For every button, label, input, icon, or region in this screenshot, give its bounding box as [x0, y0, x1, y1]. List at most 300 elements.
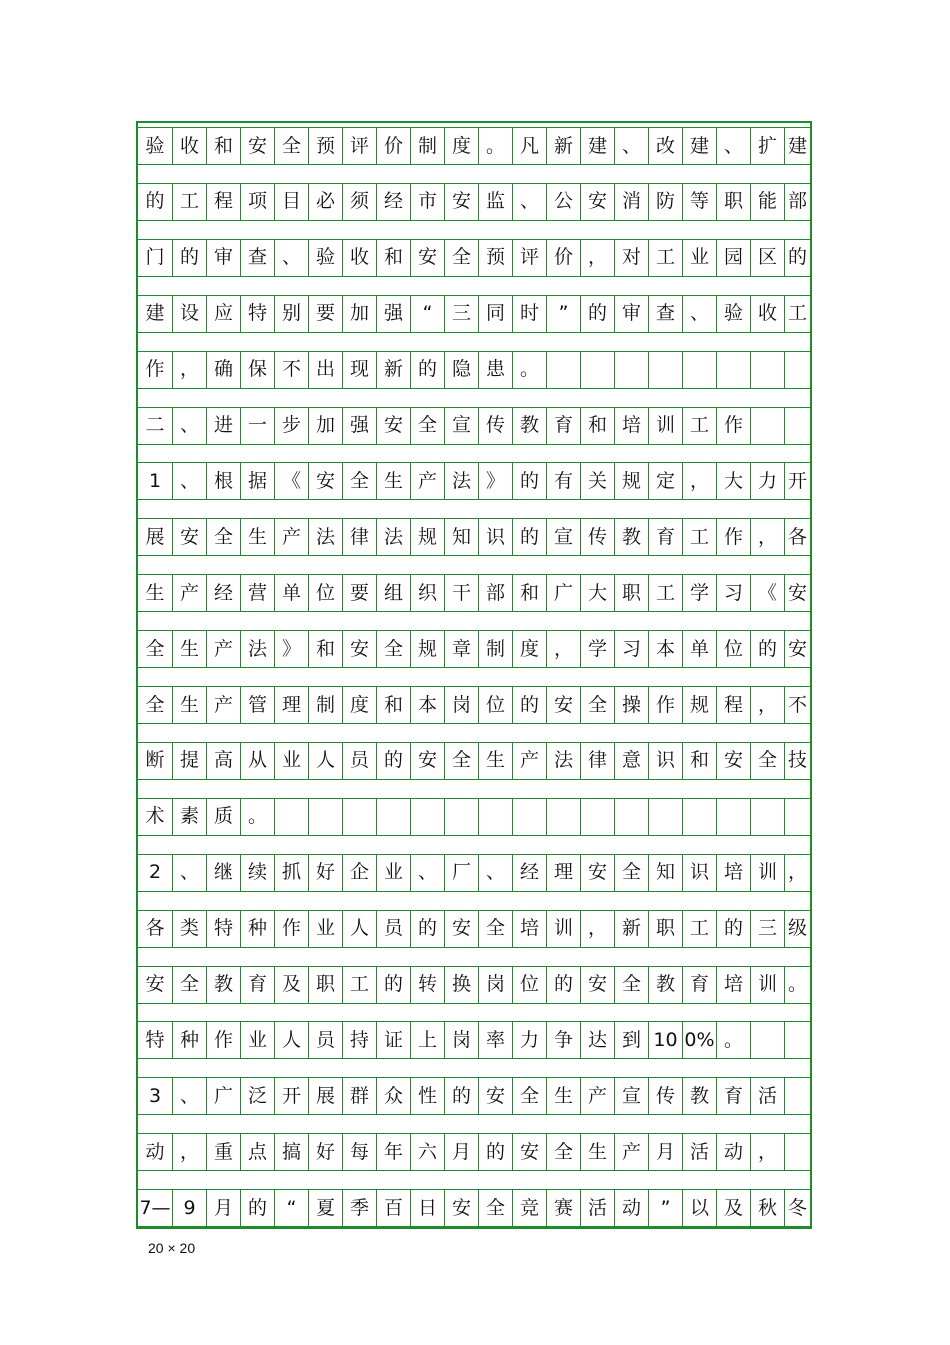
grid-row	[138, 1133, 810, 1171]
grid-cell: 识	[682, 854, 716, 892]
grid-cell: 冬	[784, 1189, 810, 1227]
grid-cell: 断	[138, 742, 172, 780]
grid-cell: 0%	[682, 1021, 716, 1059]
grid-cell: 和	[682, 742, 716, 780]
grid-cell: 育	[648, 518, 682, 556]
grid-cell: 种	[240, 910, 274, 948]
grid-cell: 达	[580, 1021, 614, 1059]
grid-cell: 。	[478, 127, 512, 165]
grid-cell: 训	[648, 407, 682, 445]
grid-cell: 全	[444, 742, 478, 780]
grid-cell: 特	[206, 910, 240, 948]
grid-cell: 全	[206, 518, 240, 556]
grid-cell	[750, 407, 784, 445]
grid-cell	[784, 798, 810, 836]
grid-cell	[682, 351, 716, 389]
grid-cell: 育	[546, 407, 580, 445]
grid-cell: 高	[206, 742, 240, 780]
grid-cell: 争	[546, 1021, 580, 1059]
grid-row	[138, 910, 810, 948]
grid-cell: 理	[274, 686, 308, 724]
grid-cell: 。	[716, 1021, 750, 1059]
grid-cell: 本	[648, 630, 682, 668]
grid-cell: 动	[614, 1189, 648, 1227]
grid-cell: 。	[512, 351, 546, 389]
grid-cell: 从	[240, 742, 274, 780]
grid-cell: 传	[478, 407, 512, 445]
grid-cell: 全	[580, 686, 614, 724]
grid-cell: 安	[410, 742, 444, 780]
grid-cell: 建	[138, 295, 172, 333]
grid-cell	[784, 407, 810, 445]
grid-cell: 消	[614, 183, 648, 221]
grid-cell: 季	[342, 1189, 376, 1227]
grid-cell: 月	[648, 1133, 682, 1171]
grid-cell: 作	[716, 407, 750, 445]
grid-cell: 产	[410, 462, 444, 500]
grid-cell: 技	[784, 742, 810, 780]
grid-cell: 全	[750, 742, 784, 780]
grid-cell: 全	[512, 1077, 546, 1115]
grid-cell: 生	[172, 686, 206, 724]
grid-cell: 要	[308, 295, 342, 333]
grid-cell: 育	[716, 1077, 750, 1115]
grid-cell: 习	[614, 630, 648, 668]
grid-cell: 。	[240, 798, 274, 836]
grid-cell: 律	[580, 742, 614, 780]
grid-cell: 安	[410, 239, 444, 277]
grid-cell: 的	[580, 295, 614, 333]
grid-cell: 培	[614, 407, 648, 445]
grid-cell: 提	[172, 742, 206, 780]
grid-cell: 换	[444, 966, 478, 1004]
grid-cell: 训	[750, 854, 784, 892]
grid-cell: 证	[376, 1021, 410, 1059]
grid-cell: 防	[648, 183, 682, 221]
grid-cell: 重	[206, 1133, 240, 1171]
grid-cell: 安	[444, 910, 478, 948]
grid-cell: 强	[376, 295, 410, 333]
grid-cell: 企	[342, 854, 376, 892]
grid-cell	[716, 351, 750, 389]
grid-cell: 应	[206, 295, 240, 333]
grid-cell: 全	[138, 630, 172, 668]
grid-cell: 、	[172, 1077, 206, 1115]
grid-cell: 营	[240, 574, 274, 612]
grid-cell: 》	[274, 630, 308, 668]
grid-cell: 全	[342, 462, 376, 500]
grid-cell: 培	[716, 966, 750, 1004]
grid-cell: 法	[240, 630, 274, 668]
grid-cell	[580, 798, 614, 836]
grid-cell: 安	[478, 1077, 512, 1115]
grid-cell: 培	[716, 854, 750, 892]
grid-cell: 和	[512, 574, 546, 612]
grid-cell: “	[274, 1189, 308, 1227]
grid-cell: 岗	[444, 686, 478, 724]
grid-cell: 操	[614, 686, 648, 724]
grid-cell: 大	[580, 574, 614, 612]
grid-row	[138, 574, 810, 612]
grid-cell: 传	[648, 1077, 682, 1115]
grid-cell: 单	[682, 630, 716, 668]
grid-cell: 职	[648, 910, 682, 948]
grid-cell: 、	[274, 239, 308, 277]
grid-cell: 关	[580, 462, 614, 500]
grid-cell: 全	[546, 1133, 580, 1171]
grid-cell: 项	[240, 183, 274, 221]
grid-cell: 各	[138, 910, 172, 948]
grid-cell: 查	[648, 295, 682, 333]
grid-cell: 预	[308, 127, 342, 165]
grid-size-label: 20 × 20	[148, 1240, 196, 1256]
grid-cell: 全	[172, 966, 206, 1004]
grid-cell: 人	[342, 910, 376, 948]
grid-cell: 育	[240, 966, 274, 1004]
grid-cell: 新	[614, 910, 648, 948]
grid-cell: 据	[240, 462, 274, 500]
grid-cell	[614, 351, 648, 389]
grid-row	[138, 295, 810, 333]
grid-cell: ，	[750, 686, 784, 724]
grid-cell: ，	[750, 518, 784, 556]
grid-cell	[546, 798, 580, 836]
grid-cell: 进	[206, 407, 240, 445]
grid-cell: 查	[240, 239, 274, 277]
grid-cell: 训	[546, 910, 580, 948]
grid-cell: 力	[512, 1021, 546, 1059]
grid-cell: 定	[648, 462, 682, 500]
grid-cell: 质	[206, 798, 240, 836]
grid-cell: 的	[376, 742, 410, 780]
grid-cell: 生	[240, 518, 274, 556]
grid-cell: ，	[682, 462, 716, 500]
grid-cell: 抓	[274, 854, 308, 892]
grid-cell: 生	[546, 1077, 580, 1115]
grid-cell: 要	[342, 574, 376, 612]
grid-cell: 法	[308, 518, 342, 556]
grid-cell: 确	[206, 351, 240, 389]
grid-cell: 、	[410, 854, 444, 892]
grid-cell: 传	[580, 518, 614, 556]
grid-cell: 等	[682, 183, 716, 221]
grid-cell: 和	[376, 686, 410, 724]
grid-cell: 生	[138, 574, 172, 612]
grid-cell	[614, 798, 648, 836]
grid-cell: 作	[716, 518, 750, 556]
grid-cell: 部	[784, 183, 810, 221]
grid-cell: 六	[410, 1133, 444, 1171]
grid-cell: 门	[138, 239, 172, 277]
grid-cell: 的	[512, 686, 546, 724]
grid-cell: 的	[240, 1189, 274, 1227]
grid-cell: 安	[716, 742, 750, 780]
grid-cell: 法	[376, 518, 410, 556]
grid-cell: 全	[478, 910, 512, 948]
grid-cell: 和	[308, 630, 342, 668]
grid-cell: 术	[138, 798, 172, 836]
grid-cell: 时	[512, 295, 546, 333]
grid-cell: 的	[410, 351, 444, 389]
grid-cell	[376, 798, 410, 836]
grid-cell: 各	[784, 518, 810, 556]
grid-cell: 改	[648, 127, 682, 165]
grid-cell: 法	[444, 462, 478, 500]
grid-cell: 公	[546, 183, 580, 221]
grid-cell: ，	[580, 910, 614, 948]
grid-row	[138, 351, 810, 389]
grid-cell: 教	[206, 966, 240, 1004]
grid-cell: 的	[750, 630, 784, 668]
grid-cell: 业	[240, 1021, 274, 1059]
grid-cell: 安	[342, 630, 376, 668]
grid-row	[138, 742, 810, 780]
grid-cell: 须	[342, 183, 376, 221]
grid-cell: 建	[580, 127, 614, 165]
grid-cell: 泛	[240, 1077, 274, 1115]
grid-cell	[410, 798, 444, 836]
grid-cell: 规	[410, 630, 444, 668]
grid-cell	[648, 798, 682, 836]
grid-cell: 月	[444, 1133, 478, 1171]
grid-cell: 安	[444, 1189, 478, 1227]
grid-cell: 的	[376, 966, 410, 1004]
grid-cell: 宣	[546, 518, 580, 556]
grid-cell: 干	[444, 574, 478, 612]
grid-cell: 的	[444, 1077, 478, 1115]
grid-cell: 一	[240, 407, 274, 445]
grid-cell: 别	[274, 295, 308, 333]
grid-cell: “	[410, 295, 444, 333]
grid-cell: 出	[308, 351, 342, 389]
grid-cell: 竞	[512, 1189, 546, 1227]
grid-cell: 工	[648, 574, 682, 612]
grid-cell: 管	[240, 686, 274, 724]
grid-cell: 大	[716, 462, 750, 500]
grid-cell: 学	[580, 630, 614, 668]
grid-cell: 验	[308, 239, 342, 277]
grid-cell: 继	[206, 854, 240, 892]
grid-cell: 2	[138, 854, 172, 892]
grid-cell: 岗	[444, 1021, 478, 1059]
grid-cell: 现	[342, 351, 376, 389]
grid-cell: 《	[750, 574, 784, 612]
grid-cell: 业	[376, 854, 410, 892]
grid-cell: 赛	[546, 1189, 580, 1227]
grid-cell: 安	[546, 686, 580, 724]
grid-cell: 产	[614, 1133, 648, 1171]
grid-cell: 验	[716, 295, 750, 333]
grid-cell: 组	[376, 574, 410, 612]
grid-cell: 业	[682, 239, 716, 277]
grid-cell: 全	[444, 239, 478, 277]
grid-cell: 学	[682, 574, 716, 612]
grid-cell: 扩	[750, 127, 784, 165]
grid-cell: 法	[546, 742, 580, 780]
grid-cell: 教	[512, 407, 546, 445]
grid-cell: 广	[206, 1077, 240, 1115]
grid-cell: 特	[240, 295, 274, 333]
grid-cell: 位	[308, 574, 342, 612]
grid-cell: 、	[512, 183, 546, 221]
grid-cell: 三	[750, 910, 784, 948]
grid-cell: 制	[478, 630, 512, 668]
grid-cell: 百	[376, 1189, 410, 1227]
grid-cell: 岗	[478, 966, 512, 1004]
grid-row	[138, 686, 810, 724]
grid-cell: 园	[716, 239, 750, 277]
grid-cell: 安	[580, 183, 614, 221]
grid-cell	[784, 1133, 810, 1171]
grid-row	[138, 798, 810, 836]
grid-cell: 、	[716, 127, 750, 165]
grid-cell: 员	[308, 1021, 342, 1059]
grid-cell: 部	[478, 574, 512, 612]
grid-cell: 培	[512, 910, 546, 948]
grid-cell: ，	[750, 1133, 784, 1171]
grid-row	[138, 462, 810, 500]
grid-cell	[784, 1077, 810, 1115]
grid-cell: 、	[172, 462, 206, 500]
grid-cell: 训	[750, 966, 784, 1004]
grid-cell: 工	[172, 183, 206, 221]
grid-cell: 10	[648, 1021, 682, 1059]
grid-cell: 验	[138, 127, 172, 165]
grid-cell: ，	[172, 1133, 206, 1171]
grid-cell: 的	[172, 239, 206, 277]
grid-cell: 安	[308, 462, 342, 500]
grid-cell	[512, 798, 546, 836]
grid-cell: 监	[478, 183, 512, 221]
grid-cell: 经	[376, 183, 410, 221]
grid-cell: 评	[342, 127, 376, 165]
grid-cell: 本	[410, 686, 444, 724]
grid-row	[138, 239, 810, 277]
grid-cell: 全	[478, 1189, 512, 1227]
grid-cell: 产	[172, 574, 206, 612]
grid-cell: 工	[784, 295, 810, 333]
grid-cell: ，	[580, 239, 614, 277]
grid-cell	[750, 798, 784, 836]
grid-cell: 育	[682, 966, 716, 1004]
grid-cell: 产	[512, 742, 546, 780]
grid-cell: 加	[308, 407, 342, 445]
grid-cell	[546, 351, 580, 389]
grid-cell: 的	[478, 1133, 512, 1171]
grid-cell: 产	[580, 1077, 614, 1115]
grid-row	[138, 1077, 810, 1115]
grid-cell: 的	[138, 183, 172, 221]
grid-cell: 作	[138, 351, 172, 389]
grid-cell: 识	[478, 518, 512, 556]
grid-cell: 建	[784, 127, 810, 165]
grid-cell: 的	[546, 966, 580, 1004]
grid-cell: 和	[580, 407, 614, 445]
grid-cell: 必	[308, 183, 342, 221]
grid-cell	[478, 798, 512, 836]
grid-cell: 率	[478, 1021, 512, 1059]
grid-cell: 安	[580, 854, 614, 892]
grid-cell: 度	[342, 686, 376, 724]
grid-cell: 及	[274, 966, 308, 1004]
grid-cell: 建	[682, 127, 716, 165]
grid-cell: 安	[784, 574, 810, 612]
grid-cell: 三	[444, 295, 478, 333]
grid-cell: ”	[546, 295, 580, 333]
grid-cell: 安	[444, 183, 478, 221]
grid-row	[138, 630, 810, 668]
grid-cell: ，	[546, 630, 580, 668]
grid-cell: 《	[274, 462, 308, 500]
grid-cell: 职	[308, 966, 342, 1004]
grid-cell: 全	[410, 407, 444, 445]
grid-cell: 及	[716, 1189, 750, 1227]
grid-cell: 安	[376, 407, 410, 445]
grid-cell: 续	[240, 854, 274, 892]
grid-cell: 特	[138, 1021, 172, 1059]
grid-cell: 作	[206, 1021, 240, 1059]
grid-cell: 9	[172, 1189, 206, 1227]
grid-cell: 凡	[512, 127, 546, 165]
grid-cell: 全	[274, 127, 308, 165]
grid-cell: 点	[240, 1133, 274, 1171]
grid-cell: 职	[614, 574, 648, 612]
grid-row	[138, 1189, 810, 1227]
grid-cell: 1	[138, 462, 172, 500]
grid-cell: 患	[478, 351, 512, 389]
grid-cell: 和	[206, 127, 240, 165]
grid-cell: 性	[410, 1077, 444, 1115]
grid-cell: 力	[750, 462, 784, 500]
grid-cell: 以	[682, 1189, 716, 1227]
grid-cell: 展	[138, 518, 172, 556]
grid-cell: 活	[580, 1189, 614, 1227]
grid-cell: 月	[206, 1189, 240, 1227]
grid-cell: 生	[172, 630, 206, 668]
grid-cell	[750, 351, 784, 389]
grid-cell: 预	[478, 239, 512, 277]
grid-cell: 对	[614, 239, 648, 277]
grid-row	[138, 518, 810, 556]
grid-row	[138, 1021, 810, 1059]
grid-cell	[648, 351, 682, 389]
grid-cell: 安	[580, 966, 614, 1004]
grid-row	[138, 127, 810, 165]
grid-cell	[308, 798, 342, 836]
grid-cell: 收	[750, 295, 784, 333]
grid-cell: 新	[376, 351, 410, 389]
grid-cell: 人	[308, 742, 342, 780]
grid-cell: 制	[410, 127, 444, 165]
grid-cell: 工	[648, 239, 682, 277]
grid-row	[138, 854, 810, 892]
grid-cell: 审	[614, 295, 648, 333]
grid-cell: 工	[682, 518, 716, 556]
grid-cell: 全	[376, 630, 410, 668]
grid-cell: 的	[784, 239, 810, 277]
grid-cell: 理	[546, 854, 580, 892]
grid-cell: 保	[240, 351, 274, 389]
grid-cell	[580, 351, 614, 389]
grid-cell: 夏	[308, 1189, 342, 1227]
grid-cell: 教	[614, 518, 648, 556]
grid-cell: 程	[206, 183, 240, 221]
grid-cell: 日	[410, 1189, 444, 1227]
grid-cell: 的	[410, 910, 444, 948]
grid-cell: 价	[376, 127, 410, 165]
grid-cell: 工	[682, 407, 716, 445]
grid-cell: 的	[512, 518, 546, 556]
